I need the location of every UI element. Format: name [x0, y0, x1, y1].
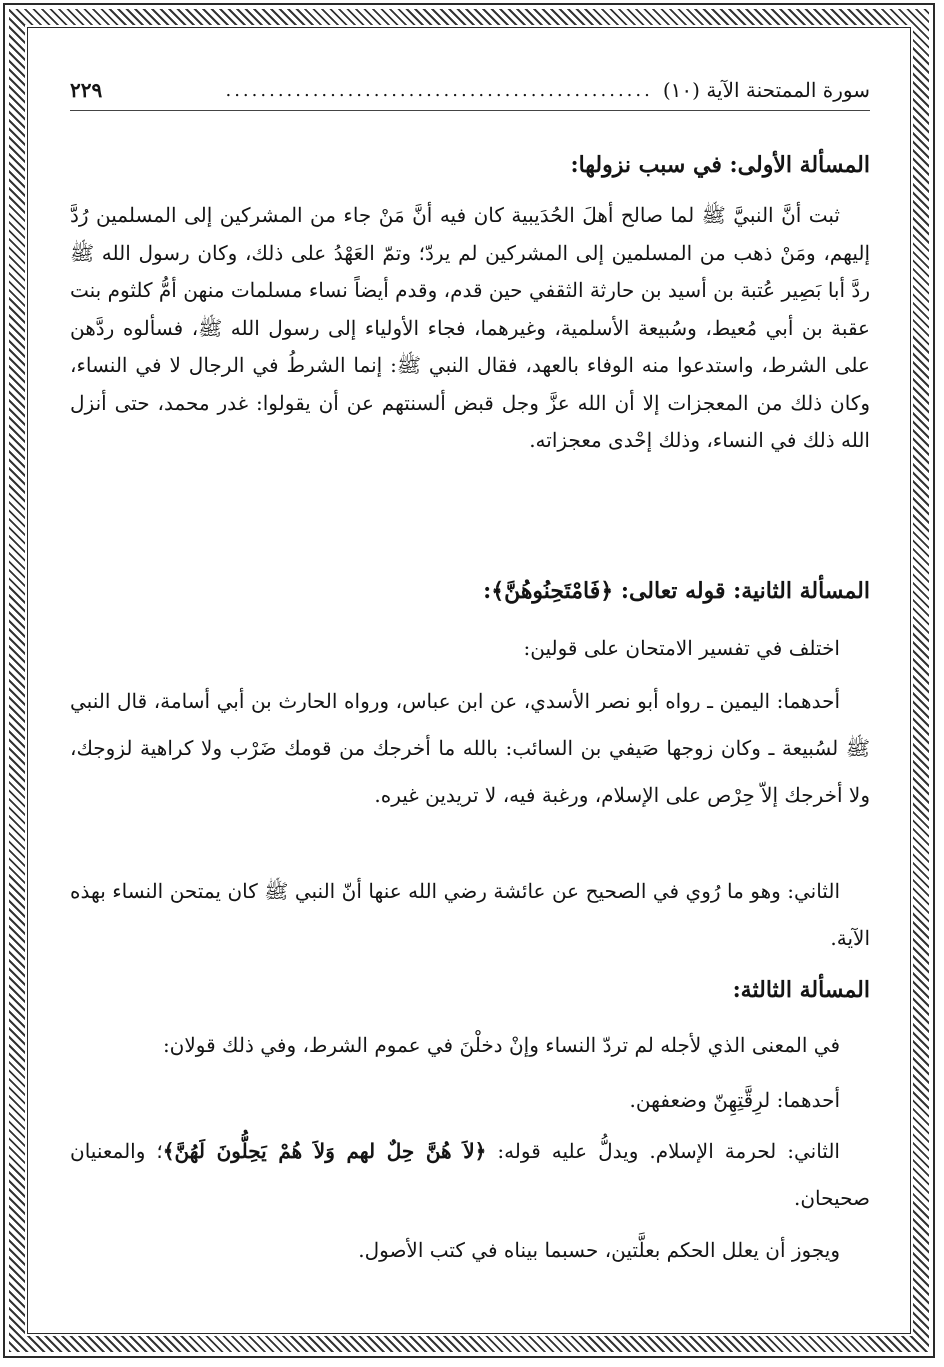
section-three-heading: المسألة الثالثة: [732, 977, 870, 1003]
opinion-two-text: الثاني: لحرمة الإسلام. ويدلُّ عليه قوله: [486, 1139, 840, 1163]
header-rule [70, 110, 870, 111]
section-two-heading-text: المسألة الثانية: قوله تعالى: [613, 578, 870, 604]
section-two-opinion-one: أحدهما: اليمين ـ رواه أبو نصر الأسدي، عن ابن عباس، ورواه الحارث بن أبي أسامة، قال النبي ﷺ لسُبيعة ـ وكان زوجها صَيفي بن السائب: بالله ما أخرجك من قومك ضَرْب ولا كراهية لزوجك، ولا أخرجك إلاّ حِرْص على الإسلام، ورغبة فيه، لا تريدين غيره. [70, 689, 870, 807]
book-page [70, 60, 870, 1300]
running-header [70, 74, 870, 106]
section-three-opinion-two [70, 1128, 870, 1222]
section-three-intro: في المعنى الذي لأجله لم تردّ النساء وإنْ دخلْنَ في عموم الشرط، وفي ذلك قولان: [162, 1033, 840, 1057]
section-two-intro: اختلف في تفسير الامتحان على قولين: [523, 636, 840, 660]
section-two-heading-colon: : [483, 578, 492, 604]
section-three-opinion-one: أحدهما: لرِقَّتِهِنّ وضعفهن. [629, 1088, 840, 1112]
quran-verse: ﴿فَامْتَحِنُوهُنَّ﴾ [491, 578, 614, 604]
closing-paragraph: ويجوز أن يعلل الحكم بعلَّتين، حسبما بيناه في كتب الأصول. [358, 1238, 840, 1262]
header-leader-dots: ................................................. [225, 79, 653, 101]
section-one-body: ثبت أنَّ النبيَّ ﷺ لما صالح أهلَ الحُدَيبية كان فيه أنَّ مَنْ جاء من المشركين إلى المسلمين رُدَّ إليهم، ومَنْ ذهب من المسلمين إلى المشركين لم يردّ؛ وتمّ العَهْدُ على ذلك، وكان رسول الله ﷺ ردَّ أبا بَصِير عُتبة بن أسيد بن حارثة الثقفي حين قدم، وقدم أيضاً نساء مسلمات منهن أمُّ كلثوم بنت عقبة بن أبي مُعيط، وسُبيعة الأسلمية، وغيرهما، فجاء الأولياء إلى رسول الله ﷺ، فسألوه ردَّهن على الشرط، واستدعوا منه الوفاء بالعهد، فقال النبي ﷺ: إنما الشرطُ في الرجال لا في النساء، وكان ذلك من المعجزات إلا أن الله عزَّ وجل قبض ألسنتهم عن أن يقولوا: غدر محمد، حتى أنزل الله ذلك في النساء، وذلك إحْدى معجزاته. [70, 203, 870, 452]
opinion-two-conclusion: ؛ والمعنيان صحيحان. [70, 1139, 870, 1210]
header-title: سورة الممتحنة الآية (١٠) [662, 78, 870, 102]
section-two-opinion-two: الثاني: وهو ما رُوي في الصحيح عن عائشة رضي الله عنها أنّ النبي ﷺ كان يمتحن النساء بهذه الآية. [70, 879, 870, 950]
section-one-heading: المسألة الأولى: في سبب نزولها: [570, 152, 870, 178]
page-number: ٢٢٩ [70, 78, 103, 102]
quran-verse: ﴿لاَ هُنَّ حِلٌ لهم وَلاَ هُمْ يَحِلُّونَ لَهُنَّ﴾ [162, 1139, 487, 1163]
section-two-heading [70, 574, 870, 608]
